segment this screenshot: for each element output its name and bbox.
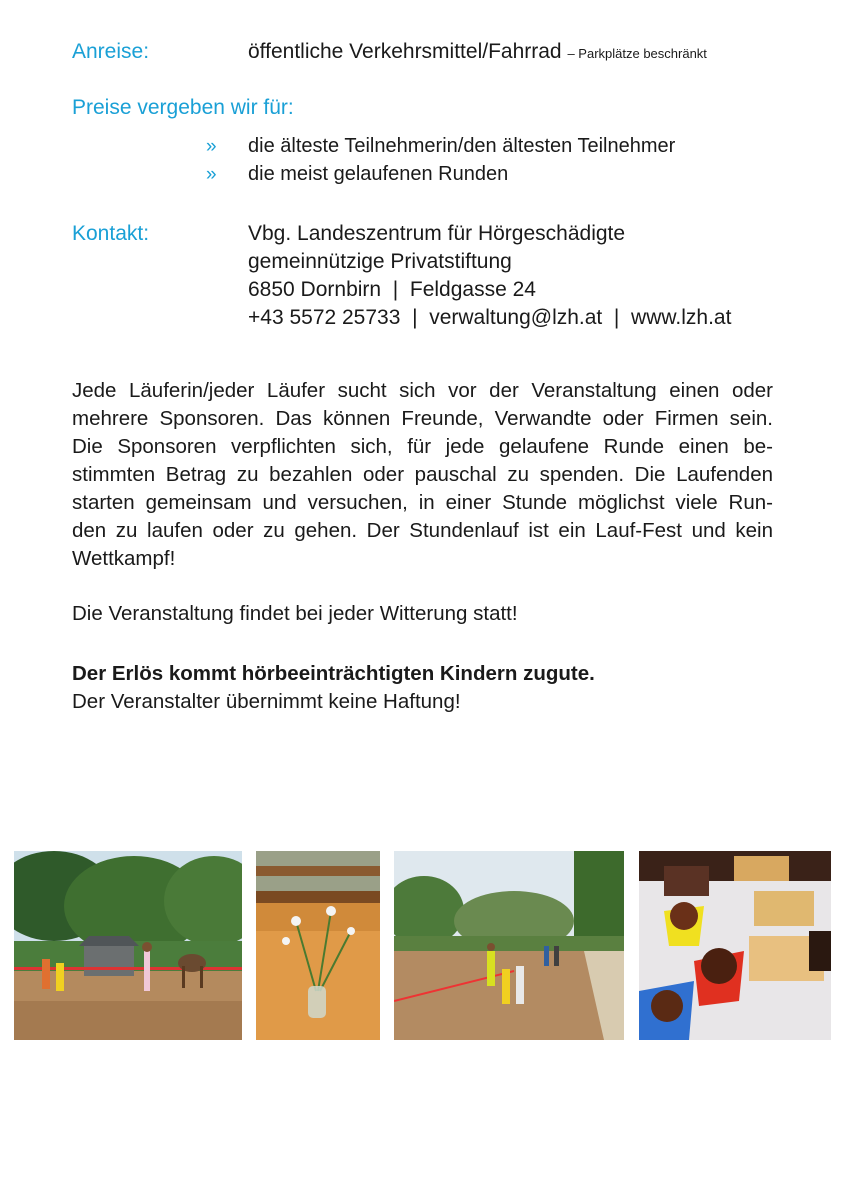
arrival-label: Anreise: [72, 40, 150, 63]
bullet-icon: » [206, 136, 217, 157]
paragraph-line: den zu laufen oder zu gehen. Der Stundenlauf ist ein Lauf-Fest und kein [72, 519, 773, 542]
paragraph-line: Die Sponsoren verpflichten sich, für jede gelaufene Runde einen be- [72, 435, 773, 458]
arrival-value [248, 40, 707, 64]
paragraph-line: Wettkampf! [72, 547, 176, 570]
prizes-label: Preise vergeben wir für: [72, 96, 294, 119]
photo-runners-track-image [394, 851, 624, 1040]
photo-cakes-muffins [639, 851, 831, 1040]
liability-note: Der Veranstalter übernimmt keine Haftung! [72, 690, 461, 713]
photo-flower-vase-bench-image [256, 851, 380, 1040]
bullet-icon: » [206, 164, 217, 185]
paragraph-line: mehrere Sponsoren. Das können Freunde, Verwandte oder Firmen sein. [72, 407, 773, 430]
weather-note: Die Veranstaltung findet bei jeder Witterung statt! [72, 602, 518, 625]
contact-line: gemeinnützige Privatstiftung [248, 250, 512, 273]
contact-line: +43 5572 25733 | verwaltung@lzh.at | www.lzh.at [248, 306, 732, 329]
arrival-note: – Parkplätze beschränkt [567, 46, 707, 61]
photo-runners-track [394, 851, 624, 1040]
photo-children-running-horses [14, 851, 242, 1040]
photo-children-running-horses-image [14, 851, 242, 1040]
photo-cakes-muffins-image [639, 851, 831, 1040]
paragraph-line: starten gemeinsam und versuchen, in einer Stunde möglichst viele Run- [72, 491, 773, 514]
proceeds-note: Der Erlös kommt hörbeeinträchtigten Kindern zugute. [72, 662, 595, 685]
arrival-value-text: öffentliche Verkehrsmittel/Fahrrad [248, 40, 562, 63]
prize-item: die meist gelaufenen Runden [248, 163, 509, 185]
paragraph-line: stimmten Betrag zu bezahlen oder pauschal zu spenden. Die Laufenden [72, 463, 773, 486]
contact-label: Kontakt: [72, 222, 150, 245]
prize-item: die älteste Teilnehmerin/den ältesten Teilnehmer [248, 135, 676, 157]
contact-line: Vbg. Landeszentrum für Hörgeschädigte [248, 222, 626, 245]
paragraph-line: Jede Läuferin/jeder Läufer sucht sich vor der Veranstaltung einen oder [72, 379, 773, 402]
contact-line: 6850 Dornbirn | Feldgasse 24 [248, 278, 536, 301]
photo-flower-vase-bench [256, 851, 380, 1040]
